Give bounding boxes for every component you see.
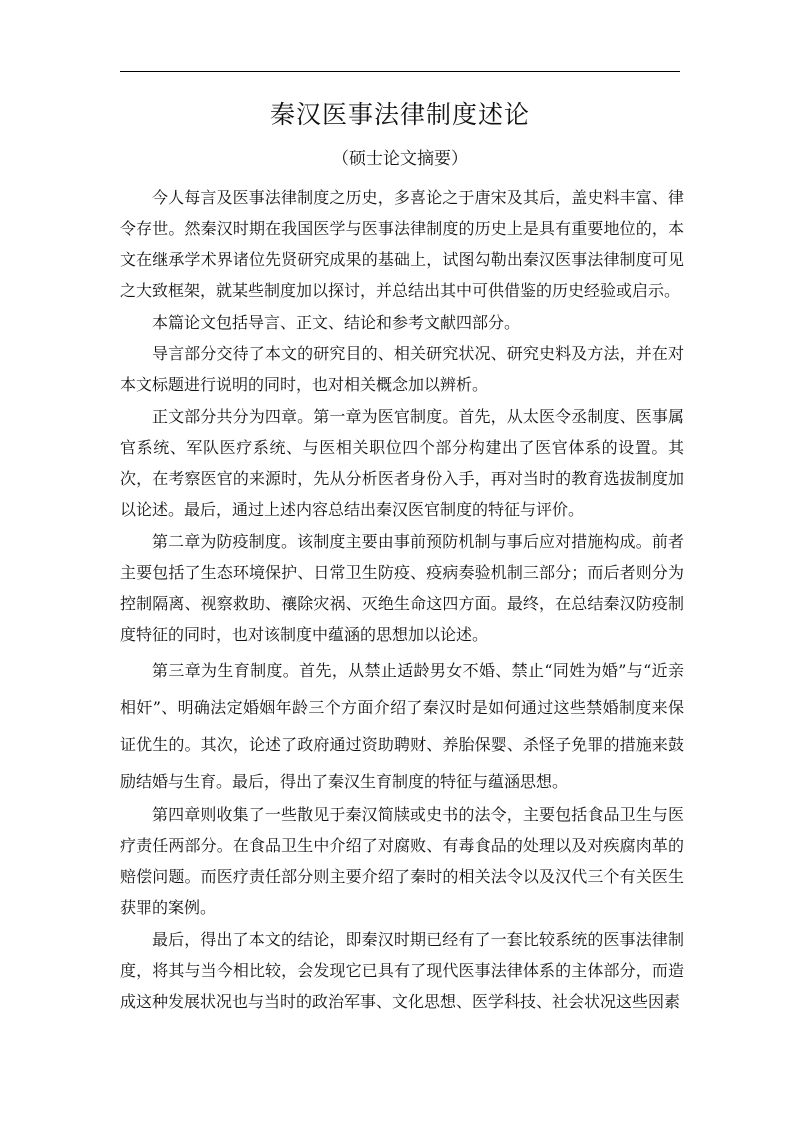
paragraph-chapter-4: 第四章则收集了一些散见于秦汉简牍或史书的法令，主要包括食品卫生与医疗责任两部分。在食品卫生中介绍了对腐败、有毒食品的处理以及对疾腐肉革的赔偿问题。而医疗责任部分则主要介绍了秦时的相关法令以及汉代三个有关医生获罪的案例。 [120,805,684,917]
paragraph-structure: 本篇论文包括导言、正文、结论和参考文献四部分。 [152,313,521,332]
paragraph-conclusion: 最后，得出了本文的结论，即秦汉时期已经有了一套比较系统的医事法律制度，将其与当今相比较，会发现它已具有了现代医事法律体系的主体部分，而造成这种发展状况也与当时的政治军事、文化思想、医学科技、社会状况这些因素 [120,930,684,1011]
header-rule [120,71,680,72]
paragraph-introduction-part: 导言部分交待了本文的研究目的、相关研究状况、研究史料及方法，并在对本文标题进行说明的同时，也对相关概念加以辨析。 [120,344,684,394]
paragraph-chapter-2: 第二章为防疫制度。该制度主要由事前预防机制与事后应对措施构成。前者主要包括了生态环境保护、日常卫生防疫、疫病奏验机制三部分；而后者则分为控制隔离、视察救助、禳除灾祸、灭绝生命这四方面。最终，在总结秦汉防疫制度特征的同时，也对该制度中蕴涵的思想加以论述。 [120,532,684,644]
page-title: 秦汉医事法律制度述论 [269,100,530,129]
page-subtitle: （硕士论文摘要） [332,149,468,169]
paragraph-chapter-1: 正文部分共分为四章。第一章为医官制度。首先，从太医令丞制度、医事属官系统、军队医疗系统、与医相关职位四个部分构建出了医官体系的设置。其次，在考察医官的来源时，先从分析医者身份入手，再对当时的教育选拔制度加以论述。最后，通过上述内容总结出秦汉医官制度的特征与评价。 [120,407,684,519]
paragraph-chapter-3: 第三章为生育制度。首先，从禁止适龄男女不婚、禁止“同姓为婚”与“近亲相奸”、明确法定婚姻年龄三个方面介绍了秦汉时是如何通过这些禁婚制度来保证优生的。其次，论述了政府通过资助聘财、养胎保婴、杀怪子免罪的措施来鼓励结婚与生育。最后，得出了秦汉生育制度的特征与蕴涵思想。 [120,661,684,791]
paragraph-intro: 今人每言及医事法律制度之历史，多喜论之于唐宋及其后，盖史料丰富、律令存世。然秦汉时期在我国医学与医事法律制度的历史上是具有重要地位的，本文在继承学术界诸位先贤研究成果的基础上，试图勾勒出秦汉医事法律制度可见之大致框架，就某些制度加以探讨，并总结出其中可供借鉴的历史经验或启示。 [120,188,684,300]
